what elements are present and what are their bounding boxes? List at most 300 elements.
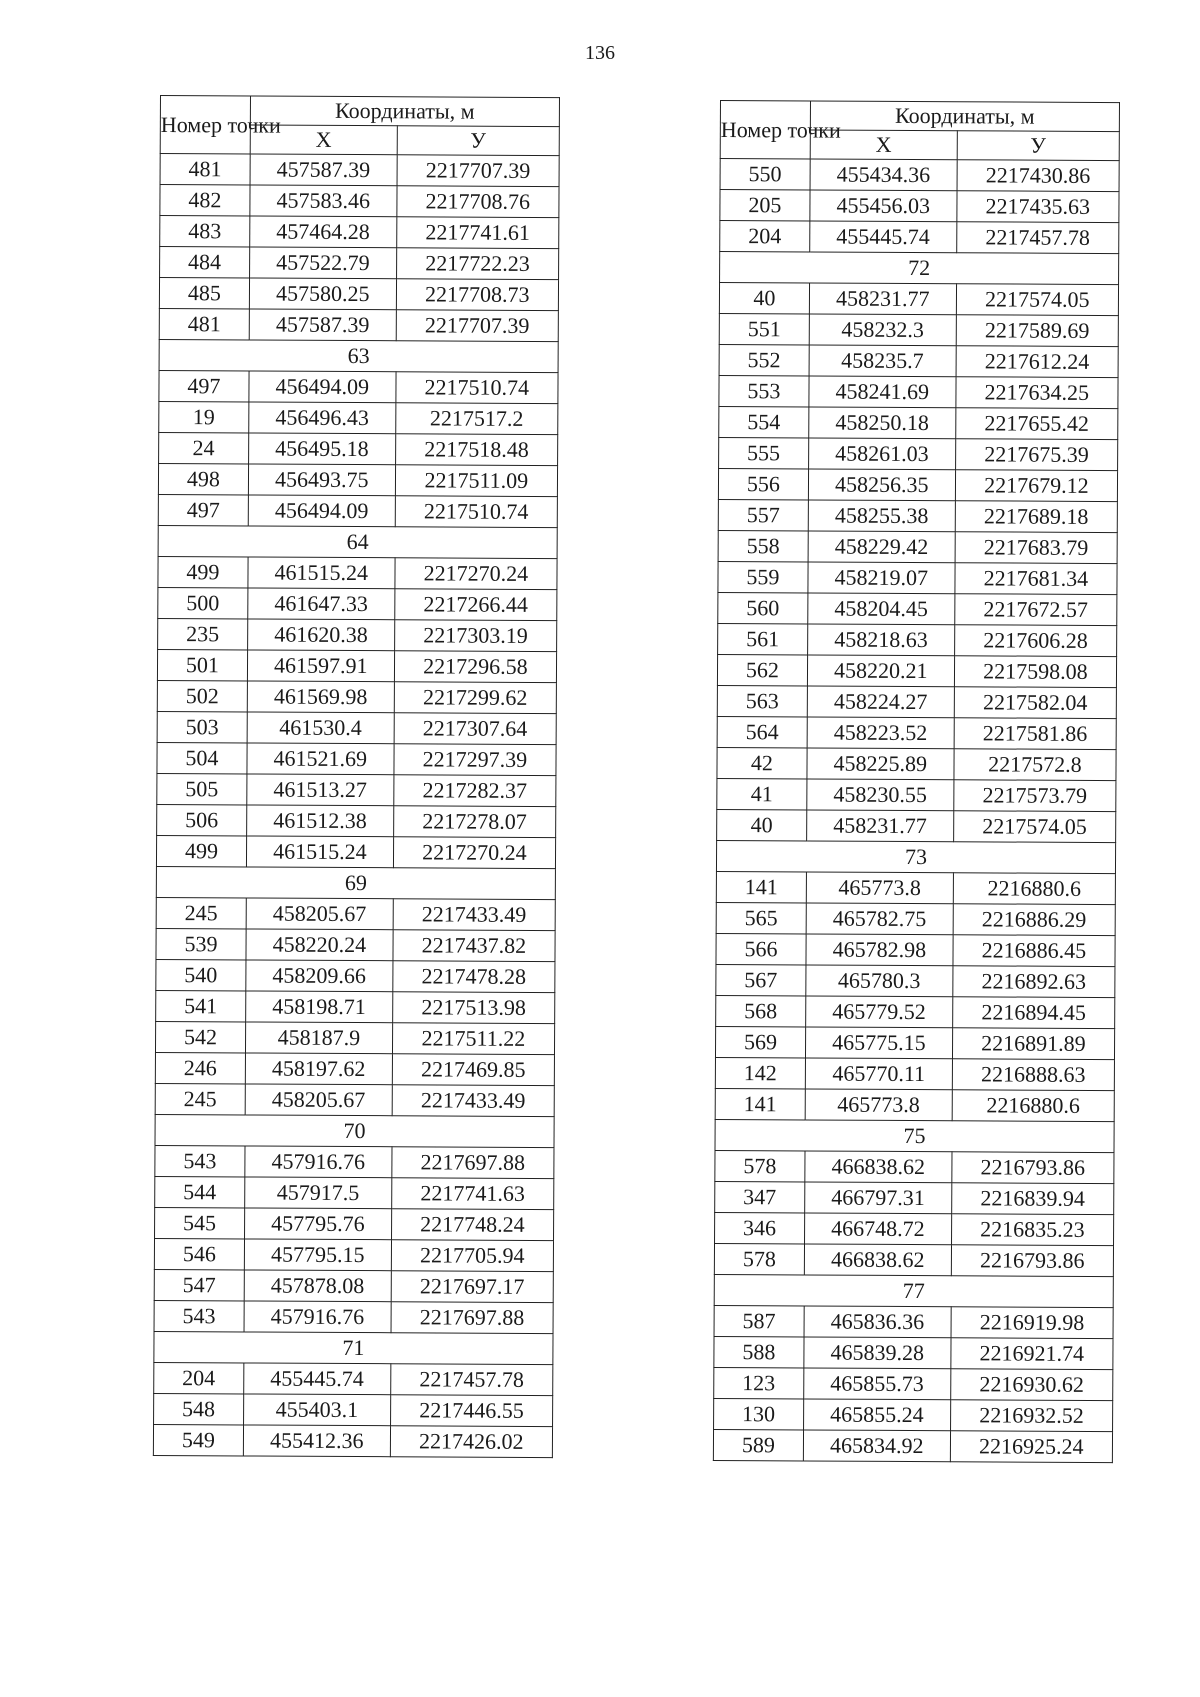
x-coordinate-cell: 455456.03 <box>810 190 957 222</box>
table-row <box>720 221 1119 254</box>
table-row <box>716 871 1115 904</box>
point-number-cell: 246 <box>155 1052 245 1083</box>
x-coordinate-cell: 458220.24 <box>246 929 393 961</box>
x-coordinate-cell: 457522.79 <box>249 247 396 279</box>
table-row <box>716 964 1115 997</box>
point-number-cell: 588 <box>714 1336 804 1367</box>
table-row <box>714 1243 1113 1276</box>
point-number-cell: 40 <box>719 283 809 314</box>
y-coordinate-cell: 2217513.98 <box>392 992 554 1024</box>
x-coordinate-cell: 458197.62 <box>245 1053 392 1085</box>
x-coordinate-cell: 455445.74 <box>810 221 957 253</box>
y-coordinate-cell: 2216835.23 <box>951 1214 1113 1246</box>
table-row <box>719 313 1118 346</box>
x-coordinate-cell: 457916.76 <box>244 1301 391 1333</box>
y-coordinate-cell: 2217574.05 <box>956 284 1118 316</box>
section-number: 77 <box>714 1274 1113 1307</box>
header-x: X <box>810 130 957 160</box>
point-number-cell: 497 <box>158 494 248 525</box>
y-coordinate-cell: 2216886.45 <box>953 935 1115 967</box>
y-coordinate-cell: 2217707.39 <box>397 155 559 187</box>
point-number-cell: 556 <box>718 468 808 499</box>
section-row <box>715 1119 1114 1152</box>
x-coordinate-cell: 457917.5 <box>245 1177 392 1209</box>
point-number-cell: 24 <box>159 432 249 463</box>
section-number: 70 <box>155 1114 554 1147</box>
point-number-cell: 40 <box>717 809 807 840</box>
point-number-cell: 142 <box>715 1057 805 1088</box>
y-coordinate-cell: 2216888.63 <box>952 1059 1114 1091</box>
table-row <box>154 1393 553 1426</box>
table-row <box>157 649 556 682</box>
point-number-cell: 555 <box>719 437 809 468</box>
table-row <box>717 809 1116 842</box>
section-number: 75 <box>715 1119 1114 1152</box>
y-coordinate-cell: 2217689.18 <box>955 501 1117 533</box>
point-number-cell: 484 <box>160 247 250 278</box>
x-coordinate-cell: 458225.89 <box>807 748 954 780</box>
table-row <box>158 618 557 651</box>
section-row <box>156 866 555 899</box>
table-row <box>158 463 557 496</box>
y-coordinate-cell: 2217437.82 <box>393 930 555 962</box>
point-number-cell: 547 <box>154 1269 244 1300</box>
table-row <box>719 406 1118 439</box>
point-number-cell: 546 <box>154 1238 244 1269</box>
y-coordinate-cell: 2216930.62 <box>950 1369 1112 1401</box>
point-number-cell: 482 <box>160 185 250 216</box>
x-coordinate-cell: 461647.33 <box>248 588 395 620</box>
x-coordinate-cell: 458256.35 <box>808 469 955 501</box>
point-number-cell: 562 <box>717 654 807 685</box>
point-number-cell: 578 <box>715 1150 805 1181</box>
point-number-cell: 500 <box>158 587 248 618</box>
section-number: 72 <box>720 252 1119 285</box>
table-row <box>159 432 558 465</box>
table-row <box>160 247 559 280</box>
section-row <box>716 840 1115 873</box>
x-coordinate-cell: 458219.07 <box>808 562 955 594</box>
y-coordinate-cell: 2216839.94 <box>951 1183 1113 1215</box>
y-coordinate-cell: 2216892.63 <box>953 966 1115 998</box>
x-coordinate-cell: 458231.77 <box>806 810 953 842</box>
y-coordinate-cell: 2217433.49 <box>393 899 555 931</box>
point-number-cell: 566 <box>716 933 806 964</box>
section-number: 69 <box>156 866 555 899</box>
y-coordinate-cell: 2217697.88 <box>391 1302 553 1334</box>
y-coordinate-cell: 2217675.39 <box>955 439 1117 471</box>
x-coordinate-cell: 457580.25 <box>249 278 396 310</box>
table-row <box>715 1212 1114 1245</box>
y-coordinate-cell: 2217282.37 <box>394 775 556 807</box>
table-row <box>155 1207 554 1240</box>
x-coordinate-cell: 465839.28 <box>804 1337 951 1369</box>
x-coordinate-cell: 456495.18 <box>248 433 395 465</box>
point-number-cell: 567 <box>716 964 806 995</box>
y-coordinate-cell: 2217589.69 <box>956 315 1118 347</box>
point-number-cell: 565 <box>716 902 806 933</box>
table-row <box>714 1398 1113 1431</box>
table-row <box>717 654 1116 687</box>
table-row <box>719 437 1118 470</box>
y-coordinate-cell: 2217278.07 <box>393 806 555 838</box>
section-row <box>154 1331 553 1364</box>
x-coordinate-cell: 458198.71 <box>246 991 393 1023</box>
point-number-cell: 552 <box>719 344 809 375</box>
x-coordinate-cell: 458261.03 <box>808 438 955 470</box>
section-row <box>720 252 1119 285</box>
x-coordinate-cell: 457795.76 <box>244 1208 391 1240</box>
point-number-cell: 204 <box>720 221 810 252</box>
x-coordinate-cell: 455412.36 <box>243 1425 390 1457</box>
point-number-cell: 558 <box>718 530 808 561</box>
y-coordinate-cell: 2217574.05 <box>953 811 1115 843</box>
y-coordinate-cell: 2217707.39 <box>396 310 558 342</box>
y-coordinate-cell: 2217457.78 <box>390 1364 552 1396</box>
y-coordinate-cell: 2217655.42 <box>955 408 1117 440</box>
point-number-cell: 141 <box>716 871 806 902</box>
point-number-cell: 551 <box>719 313 809 344</box>
y-coordinate-cell: 2216880.6 <box>952 1090 1114 1122</box>
y-coordinate-cell: 2217672.57 <box>955 594 1117 626</box>
y-coordinate-cell: 2217297.39 <box>394 744 556 776</box>
point-number-cell: 485 <box>159 278 249 309</box>
table-row <box>714 1305 1113 1338</box>
table-row <box>718 592 1117 625</box>
x-coordinate-cell: 457916.76 <box>245 1146 392 1178</box>
table-row <box>155 1145 554 1178</box>
y-coordinate-cell: 2217510.74 <box>396 372 558 404</box>
y-coordinate-cell: 2217270.24 <box>395 558 557 590</box>
x-coordinate-cell: 466838.62 <box>805 1151 952 1183</box>
table-row <box>715 1057 1114 1090</box>
y-coordinate-cell: 2217634.25 <box>956 377 1118 409</box>
point-number-cell: 539 <box>156 928 246 959</box>
table-row <box>155 1176 554 1209</box>
y-coordinate-cell: 2217606.28 <box>954 625 1116 657</box>
point-number-cell: 481 <box>159 308 249 339</box>
table-row <box>158 556 557 589</box>
x-coordinate-cell: 456494.09 <box>249 371 396 403</box>
table-row <box>160 185 559 218</box>
point-number-cell: 542 <box>155 1021 245 1052</box>
header-point-number: Номер точки <box>160 96 250 154</box>
x-coordinate-cell: 465780.3 <box>806 965 953 997</box>
x-coordinate-cell: 457587.39 <box>249 309 396 341</box>
x-coordinate-cell: 458205.67 <box>245 1084 392 1116</box>
table-row <box>155 1021 554 1054</box>
table-row <box>159 401 558 434</box>
y-coordinate-cell: 2217307.64 <box>394 713 556 745</box>
point-number-cell: 503 <box>157 711 247 742</box>
x-coordinate-cell: 458204.45 <box>808 593 955 625</box>
x-coordinate-cell: 465775.15 <box>805 1027 952 1059</box>
x-coordinate-cell: 457583.46 <box>250 185 397 217</box>
header-coordinates: Координаты, м <box>250 96 559 127</box>
x-coordinate-cell: 458218.63 <box>807 624 954 656</box>
x-coordinate-cell: 455403.1 <box>243 1394 390 1426</box>
point-number-cell: 483 <box>160 216 250 247</box>
table-row <box>713 1429 1112 1462</box>
y-coordinate-cell: 2216793.86 <box>952 1152 1114 1184</box>
x-coordinate-cell: 458230.55 <box>807 779 954 811</box>
point-number-cell: 497 <box>159 370 249 401</box>
table-row <box>158 494 557 527</box>
y-coordinate-cell: 2217722.23 <box>396 248 558 280</box>
point-number-cell: 235 <box>158 618 248 649</box>
point-number-cell: 506 <box>157 804 247 835</box>
y-coordinate-cell: 2217582.04 <box>954 687 1116 719</box>
x-coordinate-cell: 456494.09 <box>248 495 395 527</box>
x-coordinate-cell: 465782.75 <box>806 903 953 935</box>
y-coordinate-cell: 2216921.74 <box>951 1338 1113 1370</box>
y-coordinate-cell: 2217598.08 <box>954 656 1116 688</box>
x-coordinate-cell: 461569.98 <box>247 681 394 713</box>
y-coordinate-cell: 2217511.22 <box>392 1023 554 1055</box>
x-coordinate-cell: 461597.91 <box>247 650 394 682</box>
x-coordinate-cell: 455445.74 <box>244 1363 391 1395</box>
table-row <box>157 680 556 713</box>
table-row <box>718 499 1117 532</box>
point-number-cell: 543 <box>155 1145 245 1176</box>
point-number-cell: 553 <box>719 375 809 406</box>
header-coordinates: Координаты, м <box>810 101 1119 132</box>
x-coordinate-cell: 458235.7 <box>809 345 956 377</box>
x-coordinate-cell: 465770.11 <box>805 1058 952 1090</box>
y-coordinate-cell: 2216793.86 <box>951 1245 1113 1277</box>
x-coordinate-cell: 466838.62 <box>804 1244 951 1276</box>
point-number-cell: 568 <box>716 995 806 1026</box>
point-number-cell: 245 <box>155 1083 245 1114</box>
x-coordinate-cell: 457464.28 <box>250 216 397 248</box>
table-row <box>160 154 559 187</box>
x-coordinate-cell: 458241.69 <box>809 376 956 408</box>
table-row <box>719 283 1118 316</box>
table-row <box>714 1336 1113 1369</box>
x-coordinate-cell: 458205.67 <box>246 898 393 930</box>
section-row <box>158 525 557 558</box>
y-coordinate-cell: 2216886.29 <box>953 904 1115 936</box>
x-coordinate-cell: 466748.72 <box>804 1213 951 1245</box>
point-number-cell: 557 <box>718 499 808 530</box>
table-row <box>715 1150 1114 1183</box>
y-coordinate-cell: 2217517.2 <box>395 403 557 435</box>
point-number-cell: 501 <box>157 649 247 680</box>
table-row <box>157 742 556 775</box>
table-row <box>717 685 1116 718</box>
point-number-cell: 554 <box>719 406 809 437</box>
y-coordinate-cell: 2217435.63 <box>957 191 1119 223</box>
point-number-cell: 130 <box>714 1398 804 1429</box>
y-coordinate-cell: 2217446.55 <box>390 1395 552 1427</box>
x-coordinate-cell: 456493.75 <box>248 464 395 496</box>
x-coordinate-cell: 458232.3 <box>809 314 956 346</box>
x-coordinate-cell: 458223.52 <box>807 717 954 749</box>
point-number-cell: 42 <box>717 747 807 778</box>
x-coordinate-cell: 455434.36 <box>810 159 957 191</box>
y-coordinate-cell: 2217573.79 <box>954 780 1116 812</box>
x-coordinate-cell: 458224.27 <box>807 686 954 718</box>
x-coordinate-cell: 465836.36 <box>804 1306 951 1338</box>
table-row <box>718 468 1117 501</box>
section-row <box>155 1114 554 1147</box>
y-coordinate-cell: 2216894.45 <box>952 997 1114 1029</box>
point-number-cell: 589 <box>713 1429 803 1460</box>
x-coordinate-cell: 457795.15 <box>244 1239 391 1271</box>
x-coordinate-cell: 465834.92 <box>803 1430 950 1462</box>
table-row <box>160 216 559 249</box>
y-coordinate-cell: 2217433.49 <box>392 1085 554 1117</box>
point-number-cell: 540 <box>156 959 246 990</box>
point-number-cell: 499 <box>156 835 246 866</box>
point-number-cell: 505 <box>157 773 247 804</box>
y-coordinate-cell: 2217478.28 <box>393 961 555 993</box>
table-row <box>715 1026 1114 1059</box>
page-number: 136 <box>585 42 615 64</box>
point-number-cell: 141 <box>715 1088 805 1119</box>
table-row <box>717 716 1116 749</box>
y-coordinate-cell: 2217681.34 <box>955 563 1117 595</box>
table-row <box>157 711 556 744</box>
table-row <box>158 587 557 620</box>
y-coordinate-cell: 2217299.62 <box>394 682 556 714</box>
x-coordinate-cell: 457587.39 <box>250 154 397 186</box>
y-coordinate-cell: 2216932.52 <box>950 1400 1112 1432</box>
y-coordinate-cell: 2217430.86 <box>957 160 1119 192</box>
point-number-cell: 587 <box>714 1305 804 1336</box>
y-coordinate-cell: 2216891.89 <box>952 1028 1114 1060</box>
header-y: У <box>397 126 559 156</box>
table-row <box>154 1362 553 1395</box>
y-coordinate-cell: 2217266.44 <box>395 589 557 621</box>
x-coordinate-cell: 465773.8 <box>805 1089 952 1121</box>
y-coordinate-cell: 2217697.17 <box>391 1271 553 1303</box>
table-row <box>156 897 555 930</box>
y-coordinate-cell: 2217469.85 <box>392 1054 554 1086</box>
table-row <box>719 344 1118 377</box>
point-number-cell: 544 <box>155 1176 245 1207</box>
point-number-cell: 504 <box>157 742 247 773</box>
section-row <box>714 1274 1113 1307</box>
table-row <box>154 1269 553 1302</box>
table-row <box>714 1367 1113 1400</box>
table-row <box>717 778 1116 811</box>
point-number-cell: 502 <box>157 680 247 711</box>
table-row <box>159 370 558 403</box>
point-number-cell: 205 <box>720 190 810 221</box>
y-coordinate-cell: 2217708.73 <box>396 279 558 311</box>
y-coordinate-cell: 2217510.74 <box>395 496 557 528</box>
table-row <box>719 375 1118 408</box>
point-number-cell: 550 <box>720 159 810 190</box>
table-row <box>720 159 1119 192</box>
x-coordinate-cell: 466797.31 <box>805 1182 952 1214</box>
x-coordinate-cell: 461512.38 <box>246 805 393 837</box>
y-coordinate-cell: 2216919.98 <box>951 1307 1113 1339</box>
x-coordinate-cell: 465782.98 <box>806 934 953 966</box>
point-number-cell: 561 <box>718 623 808 654</box>
point-number-cell: 346 <box>715 1212 805 1243</box>
point-number-cell: 499 <box>158 556 248 587</box>
table-row <box>156 928 555 961</box>
table-row <box>155 1052 554 1085</box>
header-point-number: Номер точки <box>720 101 810 159</box>
x-coordinate-cell: 458229.42 <box>808 531 955 563</box>
table-row <box>154 1300 553 1333</box>
table-row <box>156 835 555 868</box>
x-coordinate-cell: 465855.73 <box>804 1368 951 1400</box>
point-number-cell: 559 <box>718 561 808 592</box>
point-number-cell: 560 <box>718 592 808 623</box>
x-coordinate-cell: 458250.18 <box>809 407 956 439</box>
y-coordinate-cell: 2216880.6 <box>953 873 1115 905</box>
section-number: 73 <box>716 840 1115 873</box>
point-number-cell: 569 <box>715 1026 805 1057</box>
y-coordinate-cell: 2217572.8 <box>954 749 1116 781</box>
y-coordinate-cell: 2217683.79 <box>955 532 1117 564</box>
y-coordinate-cell: 2217270.24 <box>393 837 555 869</box>
y-coordinate-cell: 2217612.24 <box>956 346 1118 378</box>
y-coordinate-cell: 2217748.24 <box>391 1209 553 1241</box>
point-number-cell: 543 <box>154 1300 244 1331</box>
y-coordinate-cell: 2217741.61 <box>396 217 558 249</box>
x-coordinate-cell: 465855.24 <box>803 1399 950 1431</box>
y-coordinate-cell: 2217457.78 <box>956 222 1118 254</box>
y-coordinate-cell: 2217741.63 <box>391 1178 553 1210</box>
point-number-cell: 578 <box>714 1243 804 1274</box>
point-number-cell: 347 <box>715 1181 805 1212</box>
y-coordinate-cell: 2217697.88 <box>392 1147 554 1179</box>
point-number-cell: 541 <box>156 990 246 1021</box>
y-coordinate-cell: 2216925.24 <box>950 1431 1112 1463</box>
x-coordinate-cell: 461530.4 <box>247 712 394 744</box>
y-coordinate-cell: 2217511.09 <box>395 465 557 497</box>
table-row <box>159 278 558 311</box>
table-row <box>154 1238 553 1271</box>
table-row <box>716 995 1115 1028</box>
point-number-cell: 41 <box>717 778 807 809</box>
coordinates-table-right <box>713 100 1120 1463</box>
point-number-cell: 245 <box>156 897 246 928</box>
table-row <box>155 1083 554 1116</box>
table-row <box>716 933 1115 966</box>
table-row <box>159 308 558 341</box>
table-row <box>720 190 1119 223</box>
table-row <box>717 747 1116 780</box>
x-coordinate-cell: 458220.21 <box>807 655 954 687</box>
point-number-cell: 549 <box>153 1424 243 1455</box>
section-row <box>159 339 558 372</box>
point-number-cell: 548 <box>154 1393 244 1424</box>
y-coordinate-cell: 2217705.94 <box>391 1240 553 1272</box>
y-coordinate-cell: 2217426.02 <box>390 1426 552 1458</box>
point-number-cell: 123 <box>714 1367 804 1398</box>
x-coordinate-cell: 458255.38 <box>808 500 955 532</box>
table-row <box>716 902 1115 935</box>
header-y: У <box>957 131 1119 161</box>
section-number: 64 <box>158 525 557 558</box>
table-row <box>715 1088 1114 1121</box>
point-number-cell: 204 <box>154 1362 244 1393</box>
point-number-cell: 19 <box>159 401 249 432</box>
x-coordinate-cell: 465773.8 <box>806 872 953 904</box>
x-coordinate-cell: 465779.52 <box>806 996 953 1028</box>
x-coordinate-cell: 458187.9 <box>245 1022 392 1054</box>
point-number-cell: 481 <box>160 154 250 185</box>
point-number-cell: 563 <box>717 685 807 716</box>
y-coordinate-cell: 2217518.48 <box>395 434 557 466</box>
x-coordinate-cell: 461515.24 <box>248 557 395 589</box>
